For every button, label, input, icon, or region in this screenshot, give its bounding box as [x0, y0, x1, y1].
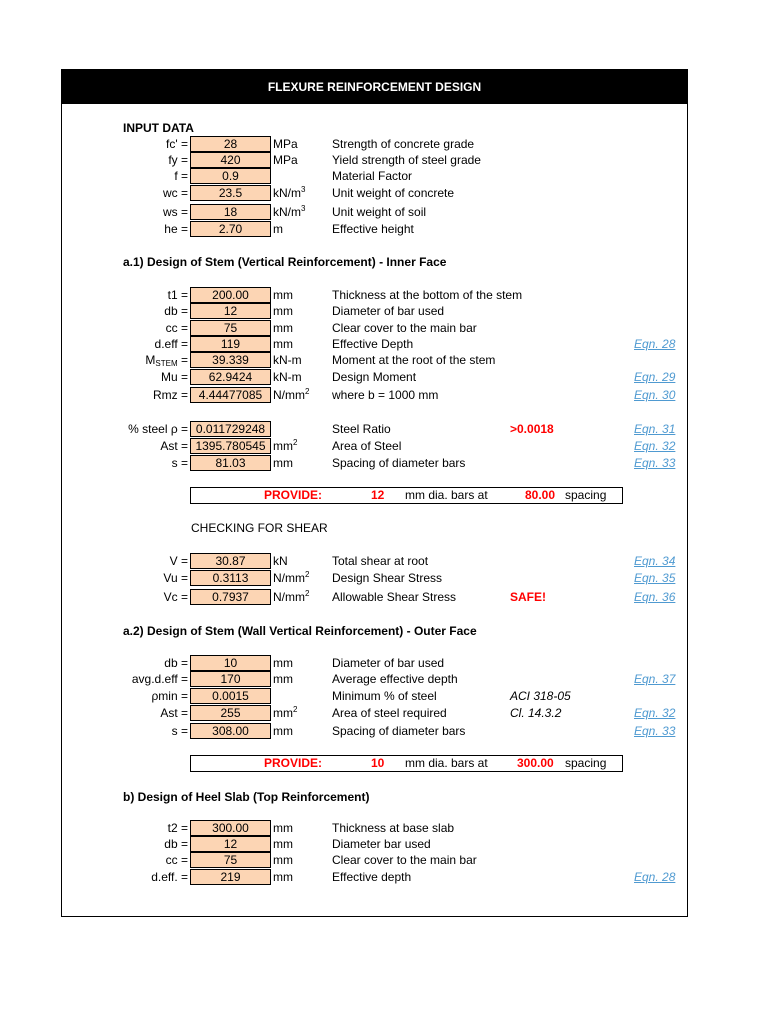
unit-text: mm: [273, 288, 293, 302]
sheet-title: FLEXURE REINFORCEMENT DESIGN: [62, 70, 687, 104]
unit-text: kN: [273, 554, 288, 568]
section-a2-title: a.2) Design of Stem (Wall Vertical Reinforcement) - Outer Face: [123, 624, 477, 638]
unit-text: kN/m: [273, 205, 301, 219]
field-label: db =: [164, 837, 188, 851]
unit-text: N/mm: [273, 388, 305, 402]
field-note: SAFE!: [510, 590, 546, 604]
input-data-header: INPUT DATA: [123, 121, 194, 135]
equation-link[interactable]: Eqn. 31: [634, 422, 676, 436]
value-cell[interactable]: 420: [190, 152, 271, 168]
label-text: M: [145, 353, 156, 367]
label-subscript: STEM: [155, 359, 178, 368]
value-cell[interactable]: 62.9424: [190, 369, 271, 385]
field-description: Spacing of diameter bars: [332, 456, 466, 470]
provide-text: mm dia. bars at: [405, 488, 488, 502]
unit-text: mm: [273, 656, 293, 670]
equation-link[interactable]: Eqn. 35: [634, 571, 676, 585]
field-label: [78, 352, 188, 368]
provide-spacing: 300.00: [517, 756, 554, 770]
unit-text: mm: [273, 304, 293, 318]
field-description: Effective Depth: [332, 337, 414, 351]
unit-label: [273, 287, 333, 303]
field-description: Design Moment: [332, 370, 417, 384]
field-label: avg.d.eff =: [131, 672, 188, 686]
field-description: Thickness at the bottom of the stem: [332, 288, 523, 302]
provide-bar-diameter: 12: [371, 488, 385, 502]
provide-tail: spacing: [565, 756, 607, 770]
unit-text: kN-m: [273, 370, 302, 384]
unit-text: N/mm: [273, 571, 305, 585]
unit-superscript: 2: [305, 589, 310, 598]
field-description: Thickness at base slab: [332, 821, 455, 835]
field-description: Effective height: [332, 222, 414, 236]
unit-text: mm: [273, 337, 293, 351]
unit-text: kN/m: [273, 186, 301, 200]
value-cell[interactable]: 10: [190, 655, 271, 671]
unit-label: [273, 438, 333, 454]
field-label: t1 =: [167, 288, 188, 302]
value-cell[interactable]: 12: [190, 836, 271, 852]
provide-box-a1: [190, 487, 623, 504]
unit-text: mm: [273, 672, 293, 686]
unit-label: [273, 553, 333, 569]
field-description: Unit weight of soil: [332, 205, 427, 219]
unit-text: kN-m: [273, 353, 302, 367]
provide-spacing: 80.00: [525, 488, 556, 502]
field-label: cc =: [165, 321, 188, 335]
field-description: Total shear at root: [332, 554, 429, 568]
value-cell[interactable]: 0.011729248: [190, 421, 271, 437]
field-description: Clear cover to the main bar: [332, 853, 477, 867]
equation-link[interactable]: Eqn. 33: [634, 456, 676, 470]
field-label: d.eff. =: [151, 870, 188, 884]
value-cell[interactable]: 1395.780545: [190, 438, 271, 454]
value-cell[interactable]: 0.3113: [190, 570, 271, 586]
unit-label: [273, 671, 333, 687]
unit-superscript: 2: [293, 438, 298, 447]
value-cell[interactable]: 0.9: [190, 168, 271, 184]
unit-label: [273, 852, 333, 868]
provide-label: PROVIDE:: [264, 756, 323, 770]
field-label: ρmin =: [151, 689, 188, 703]
unit-label: [273, 369, 333, 385]
unit-label: [273, 836, 333, 852]
label-tail: =: [177, 353, 188, 367]
field-description: Yield strength of steel grade: [332, 153, 481, 167]
unit-label: [273, 320, 333, 336]
section-b-title: b) Design of Heel Slab (Top Reinforcement): [123, 790, 370, 804]
field-label: Rmz =: [152, 388, 188, 402]
unit-label: [273, 152, 333, 168]
value-cell[interactable]: 12: [190, 303, 271, 319]
value-cell[interactable]: 255: [190, 705, 271, 721]
value-cell[interactable]: 4.44477085: [190, 387, 271, 403]
field-label: Vc =: [163, 590, 188, 604]
field-description: Unit weight of concrete: [332, 186, 455, 200]
field-label: fc' =: [166, 137, 188, 151]
field-label: % steel ρ =: [128, 422, 188, 436]
value-cell[interactable]: 28: [190, 136, 271, 152]
unit-superscript: 2: [305, 570, 310, 579]
field-label: he =: [164, 222, 188, 236]
value-cell[interactable]: 219: [190, 869, 271, 885]
value-cell[interactable]: 75: [190, 320, 271, 336]
field-description: Material Factor: [332, 169, 413, 183]
equation-link[interactable]: Eqn. 36: [634, 590, 676, 604]
field-description: Diameter bar used: [332, 837, 431, 851]
value-cell[interactable]: 0.0015: [190, 688, 271, 704]
unit-label: [273, 455, 333, 471]
field-note: >0.0018: [510, 422, 554, 436]
unit-text: mm: [273, 706, 293, 720]
unit-label: [273, 352, 333, 368]
unit-label: [273, 869, 333, 885]
field-label: Vu =: [163, 571, 188, 585]
unit-label: [273, 185, 333, 201]
field-label: V =: [169, 554, 188, 568]
unit-text: mm: [273, 821, 293, 835]
unit-text: mm: [273, 724, 293, 738]
unit-label: [273, 705, 333, 721]
unit-label: [273, 336, 333, 352]
equation-link[interactable]: Eqn. 37: [634, 672, 676, 686]
unit-label: [273, 820, 333, 836]
value-cell[interactable]: 81.03: [190, 455, 271, 471]
unit-label: [273, 723, 333, 739]
unit-label: [273, 570, 333, 586]
field-description: Moment at the root of the stem: [332, 353, 496, 367]
value-cell[interactable]: 30.87: [190, 553, 271, 569]
field-description: Spacing of diameter bars: [332, 724, 466, 738]
equation-link[interactable]: Eqn. 34: [634, 554, 676, 568]
field-description: Strength of concrete grade: [332, 137, 475, 151]
unit-superscript: 2: [305, 387, 310, 396]
field-note: Cl. 14.3.2: [510, 706, 562, 720]
field-label: d.eff =: [154, 337, 188, 351]
field-description: Effective depth: [332, 870, 412, 884]
value-cell[interactable]: 170: [190, 671, 271, 687]
equation-link[interactable]: Eqn. 33: [634, 724, 676, 738]
unit-text: mm: [273, 837, 293, 851]
design-sheet: [61, 69, 688, 917]
shear-check-header: CHECKING FOR SHEAR: [191, 521, 328, 535]
field-label: Ast =: [160, 706, 188, 720]
field-description: Steel Ratio: [332, 422, 391, 436]
unit-label: [273, 136, 333, 152]
field-label: fy =: [168, 153, 188, 167]
field-label: s =: [171, 724, 188, 738]
value-cell[interactable]: 300.00: [190, 820, 271, 836]
field-label: Mu =: [160, 370, 188, 384]
equation-link[interactable]: Eqn. 32: [634, 439, 676, 453]
unit-text: mm: [273, 456, 293, 470]
equation-link[interactable]: Eqn. 28: [634, 870, 676, 884]
unit-text: mm: [273, 321, 293, 335]
value-cell[interactable]: 119: [190, 336, 271, 352]
value-cell[interactable]: 18: [190, 204, 271, 220]
provide-box-a2: [190, 755, 623, 772]
field-description: Diameter of bar used: [332, 304, 445, 318]
field-label: ws =: [162, 205, 188, 219]
field-description: Area of Steel: [332, 439, 402, 453]
field-label: Ast =: [160, 439, 188, 453]
value-cell[interactable]: 23.5: [190, 185, 271, 201]
unit-label: [273, 655, 333, 671]
field-label: wc =: [162, 186, 188, 200]
section-a1-title: a.1) Design of Stem (Vertical Reinforcement) - Inner Face: [123, 255, 447, 269]
unit-label: [273, 303, 333, 319]
equation-link[interactable]: Eqn. 30: [634, 388, 676, 402]
value-cell[interactable]: 200.00: [190, 287, 271, 303]
field-note: ACI 318-05: [510, 689, 571, 703]
field-description: Clear cover to the main bar: [332, 321, 477, 335]
provide-text: mm dia. bars at: [405, 756, 488, 770]
unit-text: mm: [273, 439, 293, 453]
unit-text: mm: [273, 853, 293, 867]
provide-tail: spacing: [565, 488, 607, 502]
value-cell[interactable]: 39.339: [190, 352, 271, 368]
field-label: t2 =: [167, 821, 188, 835]
field-description: where b = 1000 mm: [332, 388, 439, 402]
equation-link[interactable]: Eqn. 28: [634, 337, 676, 351]
value-cell[interactable]: 2.70: [190, 221, 271, 237]
provide-bar-diameter: 10: [371, 756, 385, 770]
field-description: Allowable Shear Stress: [332, 590, 457, 604]
field-label: s =: [171, 456, 188, 470]
unit-text: MPa: [273, 137, 298, 151]
field-description: Average effective depth: [332, 672, 458, 686]
field-label: cc =: [165, 853, 188, 867]
unit-text: N/mm: [273, 590, 305, 604]
field-description: Diameter of bar used: [332, 656, 445, 670]
field-description: Minimum % of steel: [332, 689, 437, 703]
unit-superscript: 3: [301, 185, 306, 194]
provide-label: PROVIDE:: [264, 488, 323, 502]
equation-link[interactable]: Eqn. 29: [634, 370, 676, 384]
equation-link[interactable]: Eqn. 32: [634, 706, 676, 720]
unit-label: [273, 387, 333, 403]
unit-superscript: 3: [301, 204, 306, 213]
unit-label: [273, 204, 333, 220]
value-cell[interactable]: 308.00: [190, 723, 271, 739]
value-cell[interactable]: 0.7937: [190, 589, 271, 605]
unit-text: MPa: [273, 153, 298, 167]
unit-text: m: [273, 222, 283, 236]
field-description: Area of steel required: [332, 706, 447, 720]
field-label: f =: [174, 169, 188, 183]
unit-superscript: 2: [293, 705, 298, 714]
field-label: db =: [164, 304, 188, 318]
unit-text: mm: [273, 870, 293, 884]
value-cell[interactable]: 75: [190, 852, 271, 868]
field-label: db =: [164, 656, 188, 670]
field-description: Design Shear Stress: [332, 571, 443, 585]
unit-label: [273, 221, 333, 237]
unit-label: [273, 589, 333, 605]
